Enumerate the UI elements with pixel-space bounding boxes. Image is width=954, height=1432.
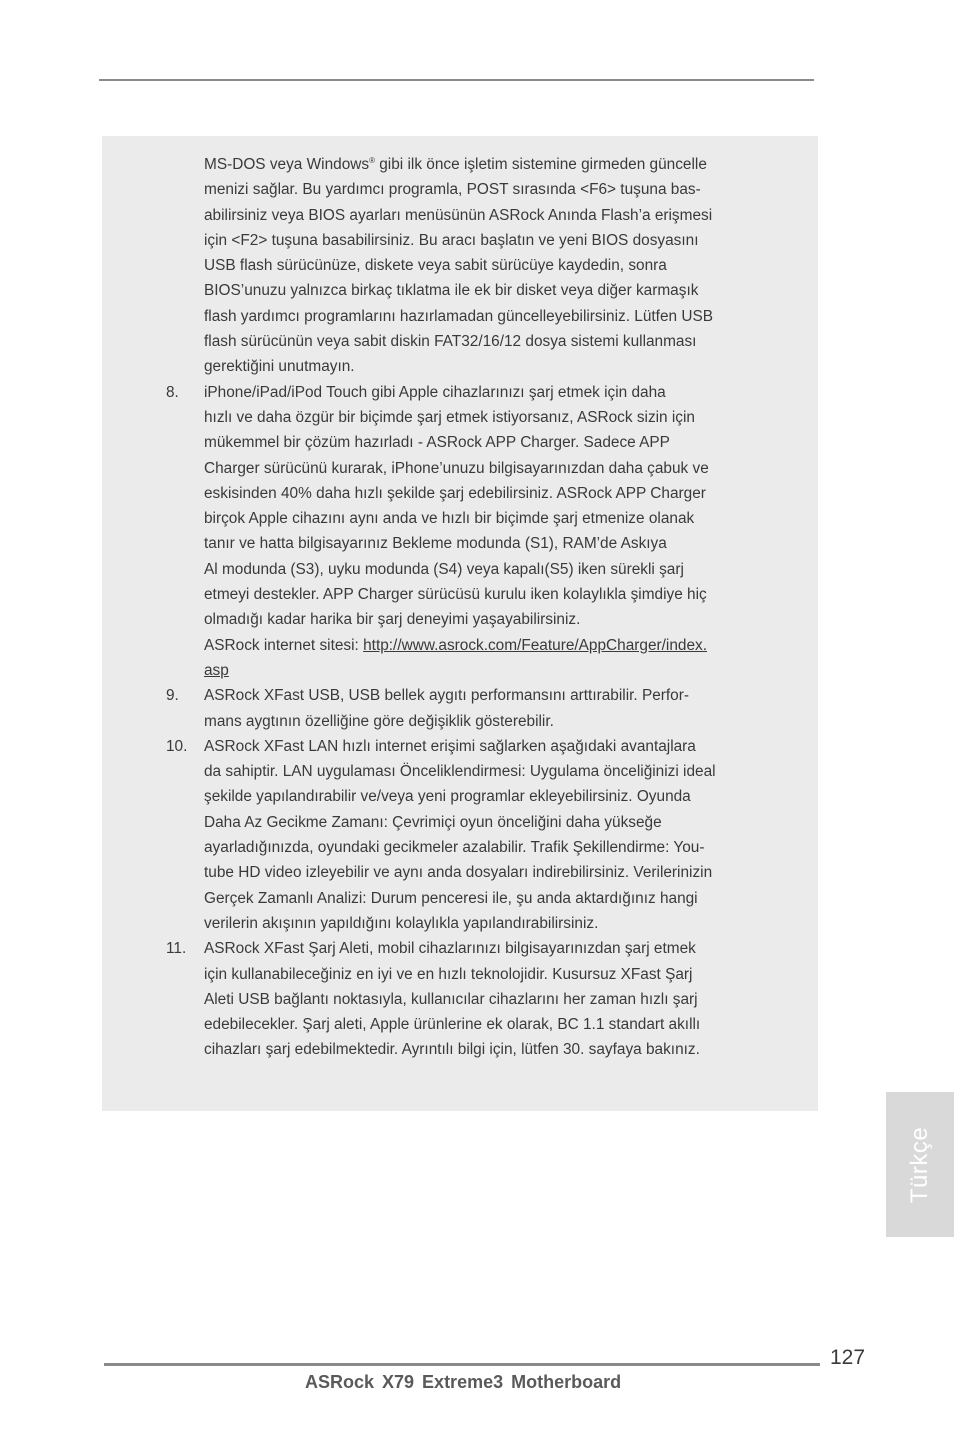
text-line: cihazları şarj edebilmektedir. Ayrıntılı bilgi için, lütfen 30. sayfaya bakınız. xyxy=(204,1041,700,1059)
text-line: edebilecekler. Şarj aleti, Apple ürünlerine ek olarak, BC 1.1 standart akıllı xyxy=(204,1016,701,1034)
text-line: birçok Apple cihazını aynı anda ve hızlı bir biçimde şarj etmenize olanak xyxy=(204,510,695,528)
text-line: verilerin akışının yapıldığını kolaylıkla yapılandırabilirsiniz. xyxy=(204,914,599,932)
text-line: Charger sürücünü kurarak, iPhone’unuzu bilgisayarınızdan daha çabuk ve xyxy=(204,459,709,477)
bottom-rule xyxy=(104,1363,820,1366)
text-line: ayarladığınızda, oyundaki gecikmeler azalabilir. Trafik Şekillendirme: You- xyxy=(204,839,705,857)
app-charger-link-continued[interactable]: asp xyxy=(204,661,229,679)
language-tab xyxy=(886,1092,954,1237)
text-line: Daha Az Gecikme Zamanı: Çevrimiçi oyun önceliğini daha yükseğe xyxy=(204,813,662,831)
registered-mark: ® xyxy=(369,156,375,165)
text-line: BIOS’unuzu yalnızca birkaç tıklatma ile ek bir disket veya diğer karmaşık xyxy=(204,282,699,300)
text-line: da sahiptir. LAN uygulaması Önceliklendirmesi: Uygulama önceliğinizi ideal xyxy=(204,763,716,781)
intro-paragraph xyxy=(166,148,776,380)
item-number: 11. xyxy=(166,940,187,958)
text-line: için kullanabileceğiniz en iyi ve en hızlı teknolojidir. Kusursuz XFast Şarj xyxy=(204,965,693,983)
text-line: menizi sağlar. Bu yardımcı programla, POST sırasında <F6> tuşuna bas- xyxy=(204,181,701,199)
top-rule xyxy=(99,79,814,81)
text-line: ASRock XFast LAN hızlı internet erişimi sağlarken aşağıdaki avantajlara xyxy=(204,737,696,755)
text-line: USB flash sürücünüze, diskete veya sabit sürücüye kaydedin, sonra xyxy=(204,257,667,275)
text-line: olmadığı kadar harika bir şarj deneyimi yaşayabilirsiniz. xyxy=(204,611,581,629)
text-line: gerektiğini unutmayın. xyxy=(204,358,355,376)
text-line: ASRock XFast USB, USB bellek aygıtı performansını arttırabilir. Perfor- xyxy=(204,687,689,705)
text-line: mans aygtının özelliğine göre değişiklik gösterebilir. xyxy=(204,712,554,730)
text-line: Aleti USB bağlantı noktasıyla, kullanıcılar cihazlarını her zaman hızlı şarj xyxy=(204,990,698,1008)
app-charger-link[interactable]: http://www.asrock.com/Feature/AppCharger/index. xyxy=(363,636,707,654)
footer-title: ASRock X79 Extreme3 Motherboard xyxy=(305,1372,622,1392)
text-line: Gerçek Zamanlı Analizi: Durum penceresi ile, şu anda aktardığınız hangi xyxy=(204,889,698,907)
text-line: MS-DOS veya Windows® gibi ilk önce işletim sistemine girmeden güncelle xyxy=(204,156,707,173)
text-line: flash sürücünün veya sabit diskin FAT32/16/12 dosya sistemi kullanması xyxy=(204,333,697,351)
text-line: flash yardımcı programlarını hazırlamadan güncelleyebilirsiniz. Lütfen USB xyxy=(204,307,713,325)
text-line: etmeyi destekler. APP Charger sürücüsü kurulu iken kolaylıkla şimdiye hiç xyxy=(204,586,707,604)
text-line: için <F2> tuşuna basabilirsiniz. Bu aracı başlatın ve yeni BIOS dosyasını xyxy=(204,231,699,249)
list-item-10 xyxy=(166,734,776,936)
text-line: tube HD video izleyebilir ve aynı anda dosyaları indirebilirsiniz. Verilerinizin xyxy=(204,864,713,882)
site-line xyxy=(204,633,776,658)
list-item-8 xyxy=(166,380,776,684)
page-number: 127 xyxy=(830,1346,866,1369)
site-label: ASRock internet sitesi: xyxy=(204,636,364,654)
text-line: Al modunda (S3), uyku modunda (S4) veya kapalı(S5) iken sürekli şarj xyxy=(204,560,684,578)
text-line: ASRock XFast Şarj Aleti, mobil cihazlarınızı bilgisayarınızdan şarj etmek xyxy=(204,940,696,958)
item-number: 8. xyxy=(166,383,179,401)
content-body xyxy=(166,148,776,1063)
list-item-9 xyxy=(166,683,776,734)
language-tab-label: Türkçe xyxy=(906,1126,933,1203)
item-number: 9. xyxy=(166,687,179,705)
text-line: tanır ve hatta bilgisayarınız Bekleme modunda (S1), RAM’de Askıya xyxy=(204,535,667,553)
text-line: iPhone/iPad/iPod Touch gibi Apple cihazlarınızı şarj etmek için daha xyxy=(204,383,666,401)
text-line: şekilde yapılandırabilir ve/veya yeni programlar ekleyebilirsiniz. Oyunda xyxy=(204,788,691,806)
text-line: mükemmel bir çözüm hazırladı - ASRock APP Charger. Sadece APP xyxy=(204,434,670,452)
text-line: abilirsiniz veya BIOS ayarları menüsünün ASRock Anında Flash’a erişmesi xyxy=(204,206,713,224)
text-line: eskisinden 40% daha hızlı şekilde şarj edebilirsiniz. ASRock APP Charger xyxy=(204,484,706,502)
list-item-11 xyxy=(166,936,776,1062)
text-line: hızlı ve daha özgür bir biçimde şarj etmek istiyorsanız, ASRock sizin için xyxy=(204,408,695,426)
item-number: 10. xyxy=(166,737,188,755)
